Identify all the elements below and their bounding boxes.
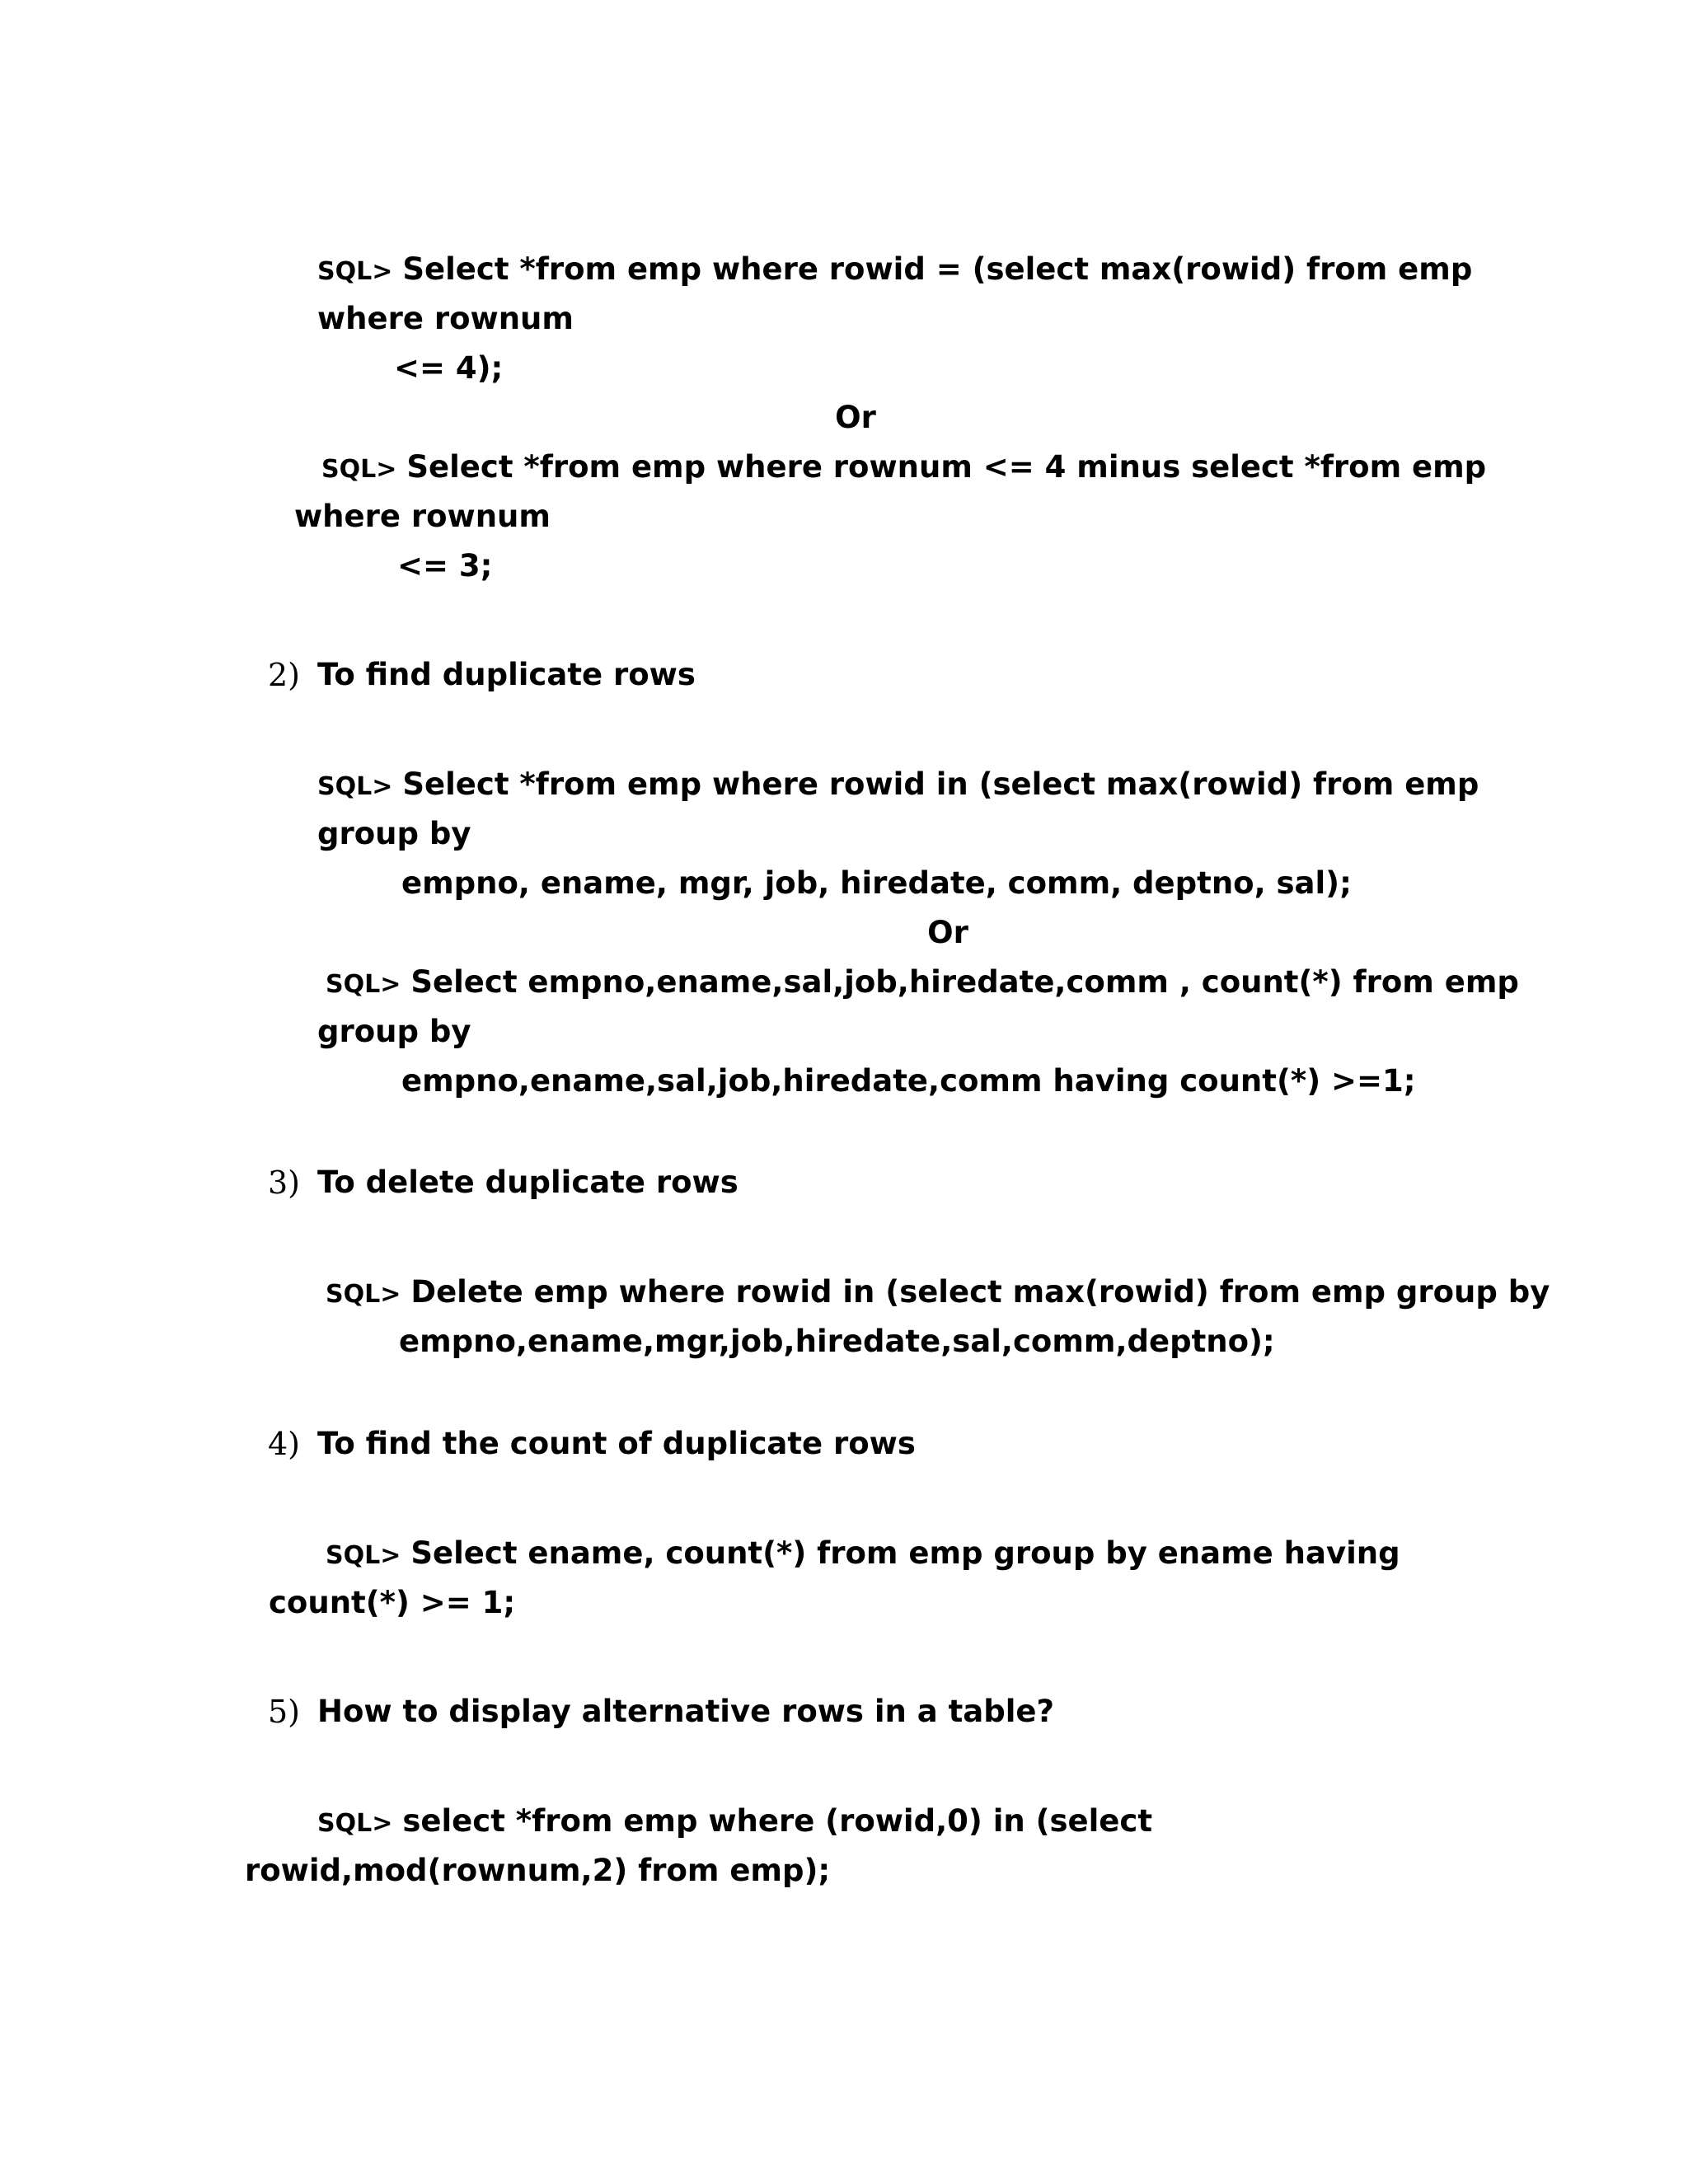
- sql-prompt: SQL>: [326, 1280, 401, 1309]
- section-title: To find the count of duplicate rows: [317, 1426, 916, 1461]
- query-line: empno,ename,mgr,job,hiredate,sal,comm,deptno);: [399, 1324, 1275, 1359]
- query-line: where rownum: [294, 499, 551, 534]
- section-number: 5): [268, 1694, 301, 1730]
- query-line: empno,ename,sal,job,hiredate,comm having count(*) >=1;: [401, 1063, 1416, 1099]
- query-line: group by: [317, 816, 471, 851]
- query-line: <= 3;: [397, 548, 493, 583]
- query-text: Select ename, count(*) from emp group by ename having: [410, 1535, 1400, 1571]
- sql-prompt: SQL>: [317, 257, 393, 286]
- query-line: [321, 449, 1486, 488]
- sql-prompt: SQL>: [317, 772, 393, 801]
- query-text: Select empno,ename,sal,job,hiredate,comm , count(*) from emp: [410, 964, 1519, 1000]
- query-line: [317, 1803, 1152, 1842]
- sql-prompt: SQL>: [326, 970, 401, 999]
- query-line: [317, 766, 1479, 805]
- or-separator: Or: [927, 915, 968, 950]
- query-text: Select *from emp where rowid = (select max(rowid) from emp: [402, 251, 1473, 287]
- query-line: group by: [317, 1014, 471, 1049]
- sql-prompt: SQL>: [321, 455, 397, 484]
- query-line: [326, 1535, 1400, 1574]
- section-number: 2): [268, 657, 301, 693]
- query-line: [326, 1274, 1550, 1313]
- or-separator: Or: [835, 400, 876, 435]
- query-line: count(*) >= 1;: [269, 1585, 516, 1620]
- sql-prompt: SQL>: [317, 1809, 393, 1838]
- query-text: Select *from emp where rowid in (select max(rowid) from emp: [402, 766, 1479, 802]
- query-line: empno, ename, mgr, job, hiredate, comm, deptno, sal);: [401, 865, 1352, 901]
- query-text: Delete emp where rowid in (select max(rowid) from emp group by: [410, 1274, 1550, 1310]
- query-line: where rownum: [317, 301, 574, 336]
- section-number: 4): [268, 1426, 301, 1462]
- query-line: [317, 251, 1472, 290]
- query-line: <= 4);: [394, 350, 504, 386]
- section-title: How to display alternative rows in a table?: [317, 1694, 1054, 1729]
- query-line: [326, 964, 1519, 1003]
- sql-prompt: SQL>: [326, 1541, 401, 1570]
- section-title: To delete duplicate rows: [317, 1165, 738, 1200]
- query-text: Select *from emp where rownum <= 4 minus select *from emp: [406, 449, 1487, 485]
- section-number: 3): [268, 1165, 301, 1201]
- query-text: select *from emp where (rowid,0) in (select: [402, 1803, 1153, 1839]
- query-line: rowid,mod(rownum,2) from emp);: [245, 1853, 831, 1888]
- section-title: To find duplicate rows: [317, 657, 696, 692]
